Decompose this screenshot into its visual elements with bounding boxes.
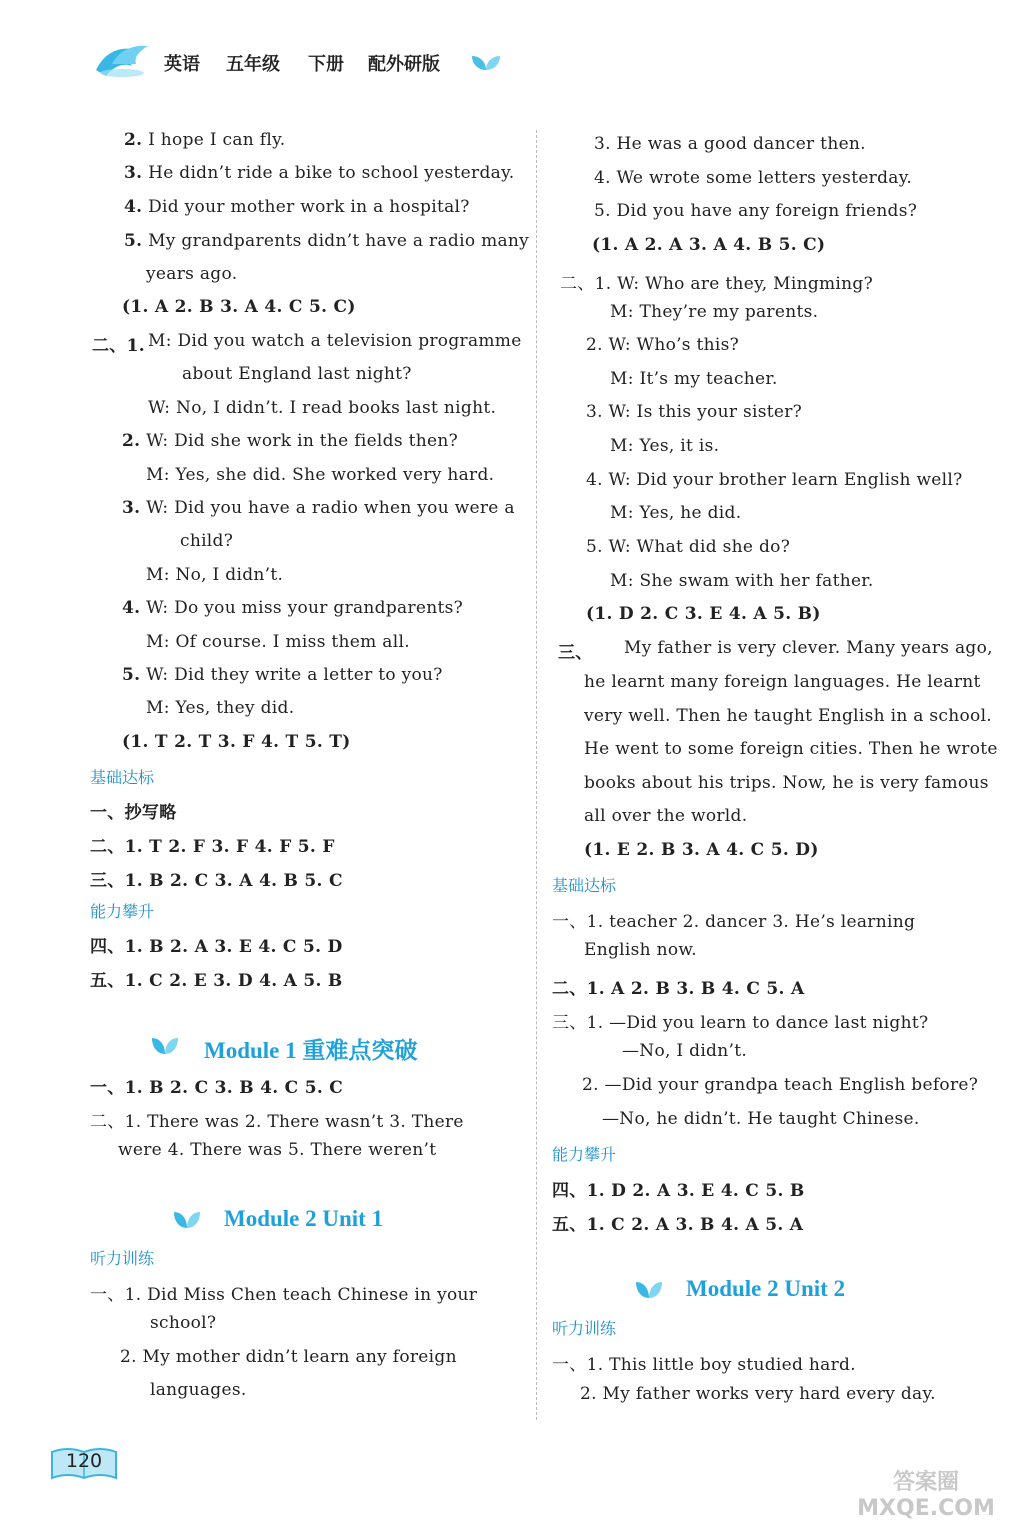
right-passage-6: all over the world. [584,806,748,826]
left-answers-1: (1. A 2. B 3. A 4. C 5. C) [122,297,356,317]
right-passage-3: very well. Then he taught English in a school. [584,706,993,726]
left-q2-1-w: W: No, I didn’t. I read books last night. [148,398,497,418]
left-q1-2: 2. I hope I can fly. [124,130,286,150]
right-section-listening: 听力训练 [552,1319,617,1338]
right-basic-3-2-reply: —No, he didn’t. He taught Chinese. [602,1109,920,1129]
right-q3: 3. He was a good dancer then. [594,134,866,154]
left-listen-1-cont: school? [150,1313,217,1333]
left-answers-2: (1. T 2. T 3. F 4. T 5. T) [122,732,351,752]
header-edition: 配外研版 [368,54,440,75]
right-q2-1-w: 二、1. W: Who are they, Mingming? [560,274,874,294]
left-section-listening: 听力训练 [90,1249,155,1268]
right-q4: 4. We wrote some letters yesterday. [594,168,913,188]
right-passage-1: My father is very clever. Many years ago, [624,638,993,658]
sprout-icon [634,1278,664,1300]
sprout-icon [150,1034,180,1056]
right-basic-3-2: 2. —Did your grandpa teach English before? [582,1075,979,1095]
right-q2-2-w: 2. W: Who’s this? [586,335,740,355]
right-listen-1: 一、1. This little boy studied hard. [552,1355,856,1375]
left-q2-1-m-cont: about England last night? [182,364,412,384]
right-section-ability: 能力攀升 [552,1145,617,1164]
left-listen-2: 2. My mother didn’t learn any foreign [120,1347,457,1367]
left-q2-2-m: M: Yes, she did. She worked very hard. [146,465,495,485]
module1-heading: Module 1 重难点突破 [204,1038,418,1063]
right-listen-2: 2. My father works very hard every day. [580,1384,936,1404]
watermark: 答案圈 MXQE.COM [857,1470,995,1521]
left-q1-5-cont: years ago. [146,264,238,284]
right-basic-1-cont: English now. [584,940,697,960]
left-q1-3: 3. He didn’t ride a bike to school yesterday. [124,163,515,183]
left-q2-label: 二、1. [92,336,145,356]
header-volume: 下册 [308,54,344,75]
column-divider [536,130,537,1420]
right-q2-3-w: 3. W: Is this your sister? [586,402,803,422]
left-q2-3-m: M: No, I didn’t. [146,565,284,585]
left-q1-5: 5. My grandparents didn’t have a radio many [124,231,530,251]
right-basic-2: 二、1. A 2. B 3. B 4. C 5. A [552,979,805,999]
left-ability-5: 五、1. C 2. E 3. D 4. A 5. B [90,971,343,991]
right-q2-1-m: M: They’re my parents. [610,302,819,322]
left-q1-4: 4. Did your mother work in a hospital? [124,197,470,217]
left-m1-2: 二、1. There was 2. There wasn’t 3. There [90,1112,464,1132]
left-q2-1-m: M: Did you watch a television programme [148,331,522,351]
left-section-ability: 能力攀升 [90,902,155,921]
leaf-icon [470,54,502,72]
page-number: 120 [65,1450,103,1472]
module2-unit2-heading: Module 2 Unit 2 [686,1276,846,1301]
left-basic-2: 二、1. T 2. F 3. F 4. F 5. F [90,837,335,857]
left-listen-2-cont: languages. [150,1380,247,1400]
left-q2-2-w: 2. W: Did she work in the fields then? [122,431,458,451]
right-passage-5: books about his trips. Now, he is very famous [584,773,989,793]
right-ability-5: 五、1. C 2. A 3. B 4. A 5. A [552,1215,804,1235]
right-q5: 5. Did you have any foreign friends? [594,201,918,221]
right-q2-4-m: M: Yes, he did. [610,503,742,523]
left-q2-3-w-cont: child? [180,531,234,551]
right-q2-4-w: 4. W: Did your brother learn English well? [586,470,963,490]
left-ability-4: 四、1. B 2. A 3. E 4. C 5. D [90,937,343,957]
right-q3-label: 三、 [558,643,593,663]
left-q2-4-w: 4. W: Do you miss your grandparents? [122,598,464,618]
right-q2-5-w: 5. W: What did she do? [586,537,791,557]
left-listen-1: 一、1. Did Miss Chen teach Chinese in your [90,1285,478,1305]
right-q2-5-m: M: She swam with her father. [610,571,874,591]
bird-logo-icon [92,40,152,80]
page-number-badge [50,1444,118,1482]
right-answers-3: (1. E 2. B 3. A 4. C 5. D) [584,840,819,860]
right-passage-4: He went to some foreign cities. Then he wrote [584,739,998,759]
left-q2-5-w: 5. W: Did they write a letter to you? [122,665,443,685]
right-basic-3-1: 三、1. —Did you learn to dance last night? [552,1013,929,1033]
right-q2-3-m: M: Yes, it is. [610,436,720,456]
left-q2-5-m: M: Yes, they did. [146,698,295,718]
left-m1-1: 一、1. B 2. C 3. B 4. C 5. C [90,1078,344,1098]
right-answers-1: (1. A 2. A 3. A 4. B 5. C) [592,235,826,255]
right-passage-2: he learnt many foreign languages. He learnt [584,672,981,692]
right-basic-1: 一、1. teacher 2. dancer 3. He’s learning [552,912,916,932]
right-answers-2: (1. D 2. C 3. E 4. A 5. B) [586,604,821,624]
right-ability-4: 四、1. D 2. A 3. E 4. C 5. B [552,1181,805,1201]
left-m1-2-cont: were 4. There was 5. There weren’t [118,1140,437,1160]
header-grade: 五年级 [226,54,280,75]
header-subject: 英语 [164,54,200,75]
left-basic-1: 一、抄写略 [90,803,177,823]
sprout-icon [172,1208,202,1230]
right-section-basic: 基础达标 [552,876,617,895]
left-basic-3: 三、1. B 2. C 3. A 4. B 5. C [90,871,343,891]
module2-unit1-heading: Module 2 Unit 1 [224,1206,384,1231]
right-q2-2-m: M: It’s my teacher. [610,369,778,389]
right-basic-3-1-reply: —No, I didn’t. [622,1041,748,1061]
left-q2-4-m: M: Of course. I miss them all. [146,632,410,652]
left-q2-3-w: 3. W: Did you have a radio when you were a [122,498,515,518]
left-section-basic: 基础达标 [90,768,155,787]
